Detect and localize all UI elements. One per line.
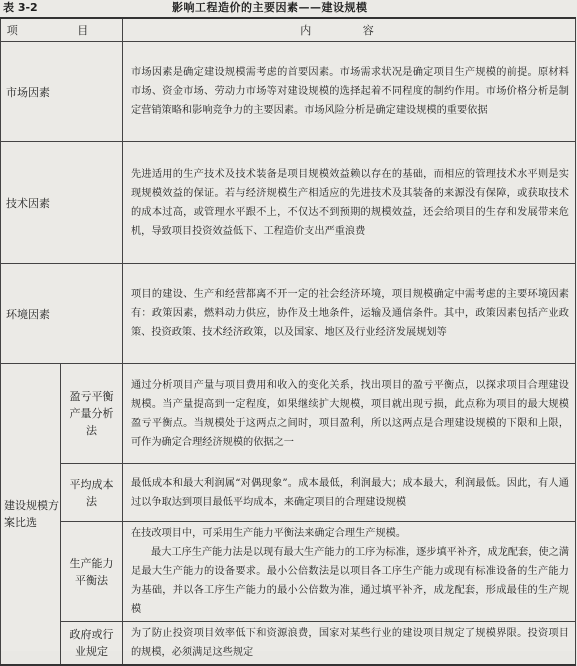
table-header-row xyxy=(1,18,576,42)
row-label-market: 市场因素 xyxy=(1,42,123,142)
row-text-market: 市场因素是确定建设规模需考虑的首要因素。市场需求状况是确定项目生产规模的前提。原材料市场、资金市场、劳动力市场等对建设规模的选择起着不同程度的制约作用。市场价格分析是制定营销策略和影响竞争力的主要因素。市场风险分析是确定建设规模的重要依据 xyxy=(123,42,576,142)
row-label-environment: 环境因素 xyxy=(1,264,123,364)
method-text: 通过分析项目产量与项目费用和收入的变化关系，找出项目的盈亏平衡点，以探求项目合理建设规模。当产量提高到一定程度，如果继续扩大规模，项目就出现亏损，此点称为项目的最大规模盈亏平衡点。当规模处于这两点之间时，项目盈利，所以这两点是合理建设规模的下限和上限，可作为确定合理经济规模的依据之一 xyxy=(123,364,576,464)
row-label-technology: 技术因素 xyxy=(1,142,123,264)
method-label: 生产能力平衡法 xyxy=(61,522,123,622)
method-label: 政府或行业规定 xyxy=(61,622,123,666)
table-row xyxy=(1,464,576,522)
table-row xyxy=(1,142,576,264)
method-text xyxy=(123,522,576,622)
method-text: 为了防止投资项目效率低下和资源浪费，国家对某些行业的建设项目规定了规模界限。投资项目的规模，必须满足这些规定 xyxy=(123,622,576,666)
table-row xyxy=(1,264,576,364)
method-label: 盈亏平衡产量分析法 xyxy=(61,364,123,464)
method-text-intro: 在技改项目中，可采用生产能力平衡法来确定合理生产规模。 xyxy=(131,528,407,539)
table-row xyxy=(1,364,576,464)
method-text: 最低成本和最大利润属“对偶现象”。成本最低，利润最大；成本最大，利润最低。因此，有人通过以争取达到项目最低平均成本，来确定项目的合理建设规模 xyxy=(123,464,576,522)
column-header-content: 内 容 xyxy=(123,18,576,42)
factors-table xyxy=(0,17,576,666)
table-title: 影响工程造价的主要因素——建设规模 xyxy=(172,1,368,14)
row-text-environment: 项目的建设、生产和经营都离不开一定的社会经济环境，项目规模确定中需考虑的主要环境因素有：政策因素，燃料动力供应，协作及土地条件，运输及通信条件。其中，政策因素包括产业政策、投资政策、技术经济政策，以及国家、地区及行业经济发展规划等 xyxy=(123,264,576,364)
column-header-item: 项 目 xyxy=(1,18,123,42)
row-text-technology: 先进适用的生产技术及技术装备是项目规模效益赖以存在的基础，而相应的管理技术水平则是实现规模效益的保证。若与经济规模生产相适应的先进技术及其装备的来源没有保障，或获取技术的成本过高，或管理水平跟不上，不仅达不到预期的规模效益，还会给项目的生存和发展带来危机，导致项目投资效益低下、工程造价支出严重浪费 xyxy=(123,142,576,264)
table-row xyxy=(1,42,576,142)
table-number: 表 3-2 xyxy=(3,1,38,14)
method-label: 平均成本法 xyxy=(61,464,123,522)
method-text-detail: 最大工序生产能力法是以现有最大生产能力的工序为标准，逐步填平补齐，成龙配套，使之满足最大生产能力的设备要求。最小公倍数法是以项目各工序生产能力或现有标准设备的生产能力为基础，并以各工序生产能力的最小公倍数为准，通过填平补齐，成龙配套，形成最佳的生产规模 xyxy=(131,547,569,615)
table-row xyxy=(1,522,576,622)
row-label-scheme: 建设规模方案比选 xyxy=(1,364,61,666)
table-header xyxy=(0,0,577,16)
table-row xyxy=(1,622,576,666)
